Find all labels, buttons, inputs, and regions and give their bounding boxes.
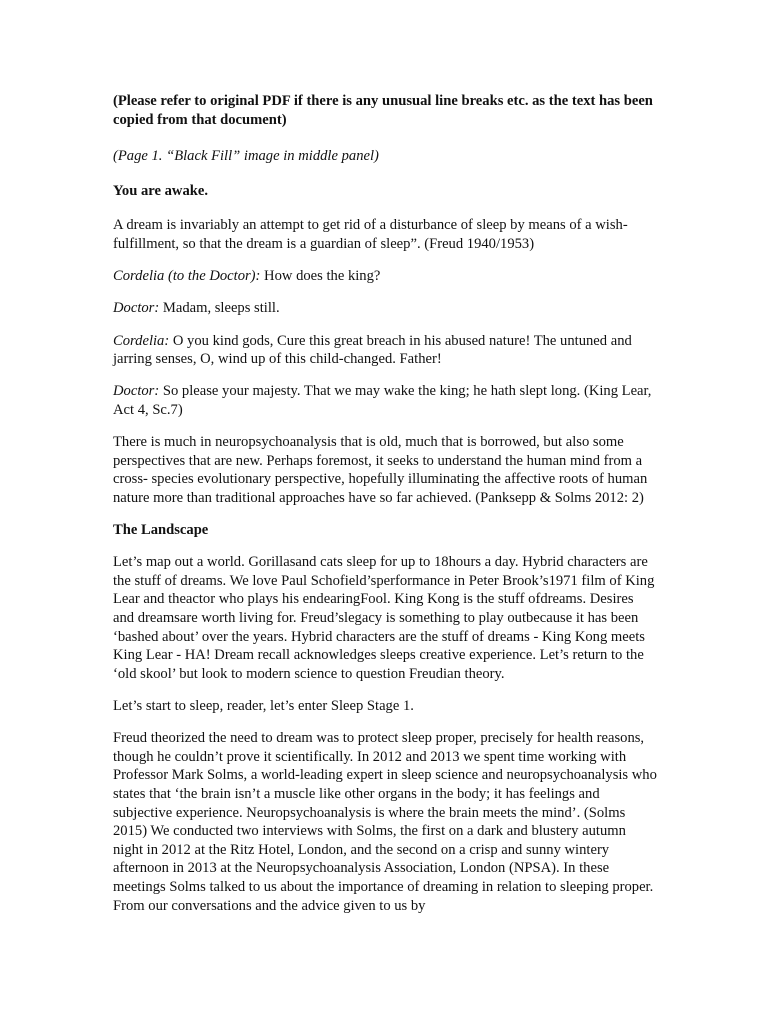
speaker-label: Cordelia: <box>113 332 170 349</box>
dialogue-text: How does the king? <box>260 268 381 285</box>
editor-note: (Please refer to original PDF if there is any unusual line breaks etc. as the text has been copied from that document) <box>113 93 653 128</box>
page-note: (Page 1. “Black Fill” image in middle panel) <box>113 148 379 165</box>
document-page <box>113 92 658 929</box>
landscape-paragraph: Let’s map out a world. Gorillasand cats sleep for up to 18hours a day. Hybrid characters are the stuff of dreams. We love Paul Schofield’sperformance in Peter Brook’s1971 film of King Lear and theactor who plays his endearingFool. King Kong is the stuff ofdreams. Desires and dreamsare worth living for. Freud’slegacy is something to play outbecause it has been ‘bashed about’ over the years. Hybrid characters are the stuff of dreams - King Kong meets King Lear - HA! Dream recall acknowledges sleeps creative experience. Let’s return to the ‘old skool’ but look to modern science to question Freudian theory. <box>113 554 655 682</box>
dialogue-line-cordelia-1 <box>113 267 658 286</box>
speaker-label: Doctor: <box>113 383 160 400</box>
dialogue-text: O you kind gods, Cure this great breach in his abused nature! The untuned and jarring senses, O, wind up of this child-changed. Father! <box>113 332 632 368</box>
speaker-label: Doctor: <box>113 300 160 317</box>
landscape-heading: The Landscape <box>113 522 209 539</box>
panksepp-quote-paragraph: There is much in neuropsychoanalysis that is old, much that is borrowed, but also some perspectives that are new. Perhaps foremost, it seeks to understand the human mind from a cross- species evolutionary perspective, hopefully illuminating the affective roots of human nature more than traditional approaches have so far achieved. (Panksepp & Solms 2012: 2) <box>113 434 648 506</box>
freud-theorized-paragraph: Freud theorized the need to dream was to protect sleep proper, precisely for health reasons, though he couldn’t prove it scientifically. In 2012 and 2013 we spent time working with Professor Mark Solms, a world-leading expert in sleep science and neuropsychoanalysis who states that ‘the brain isn’t a muscle like other organs in the body; it has feelings and subjective experience. Neuropsychoanalysis is where the brain meets the mind’. (Solms 2015) We conducted two interviews with Solms, the first on a dark and blustery autumn night in 2012 at the Ritz Hotel, London, and the second on a crisp and sunny wintery afternoon in 2013 at the Neuropsychoanalysis Association, London (NPSA). In these meetings Solms talked to us about the importance of dreaming in relation to sleeping proper. From our conversations and the advice given to us by <box>113 730 657 914</box>
freud-quote-paragraph: A dream is invariably an attempt to get rid of a disturbance of sleep by means of a wish-fulfillment, so that the dream is a guardian of sleep”. (Freud 1940/1953) <box>113 217 628 252</box>
dialogue-text: So please your majesty. That we may wake the king; he hath slept long. (King Lear, Act 4, Sc.7) <box>113 383 652 418</box>
sleep-stage-paragraph: Let’s start to sleep, reader, let’s enter Sleep Stage 1. <box>113 698 414 714</box>
dialogue-line-doctor-1 <box>113 299 658 318</box>
dialogue-line-doctor-2 <box>113 382 658 419</box>
dialogue-text: Madam, sleeps still. <box>159 300 280 317</box>
you-are-awake-heading: You are awake. <box>113 182 208 199</box>
dialogue-line-cordelia-2 <box>113 332 658 369</box>
speaker-label: Cordelia (to the Doctor): <box>113 268 261 285</box>
